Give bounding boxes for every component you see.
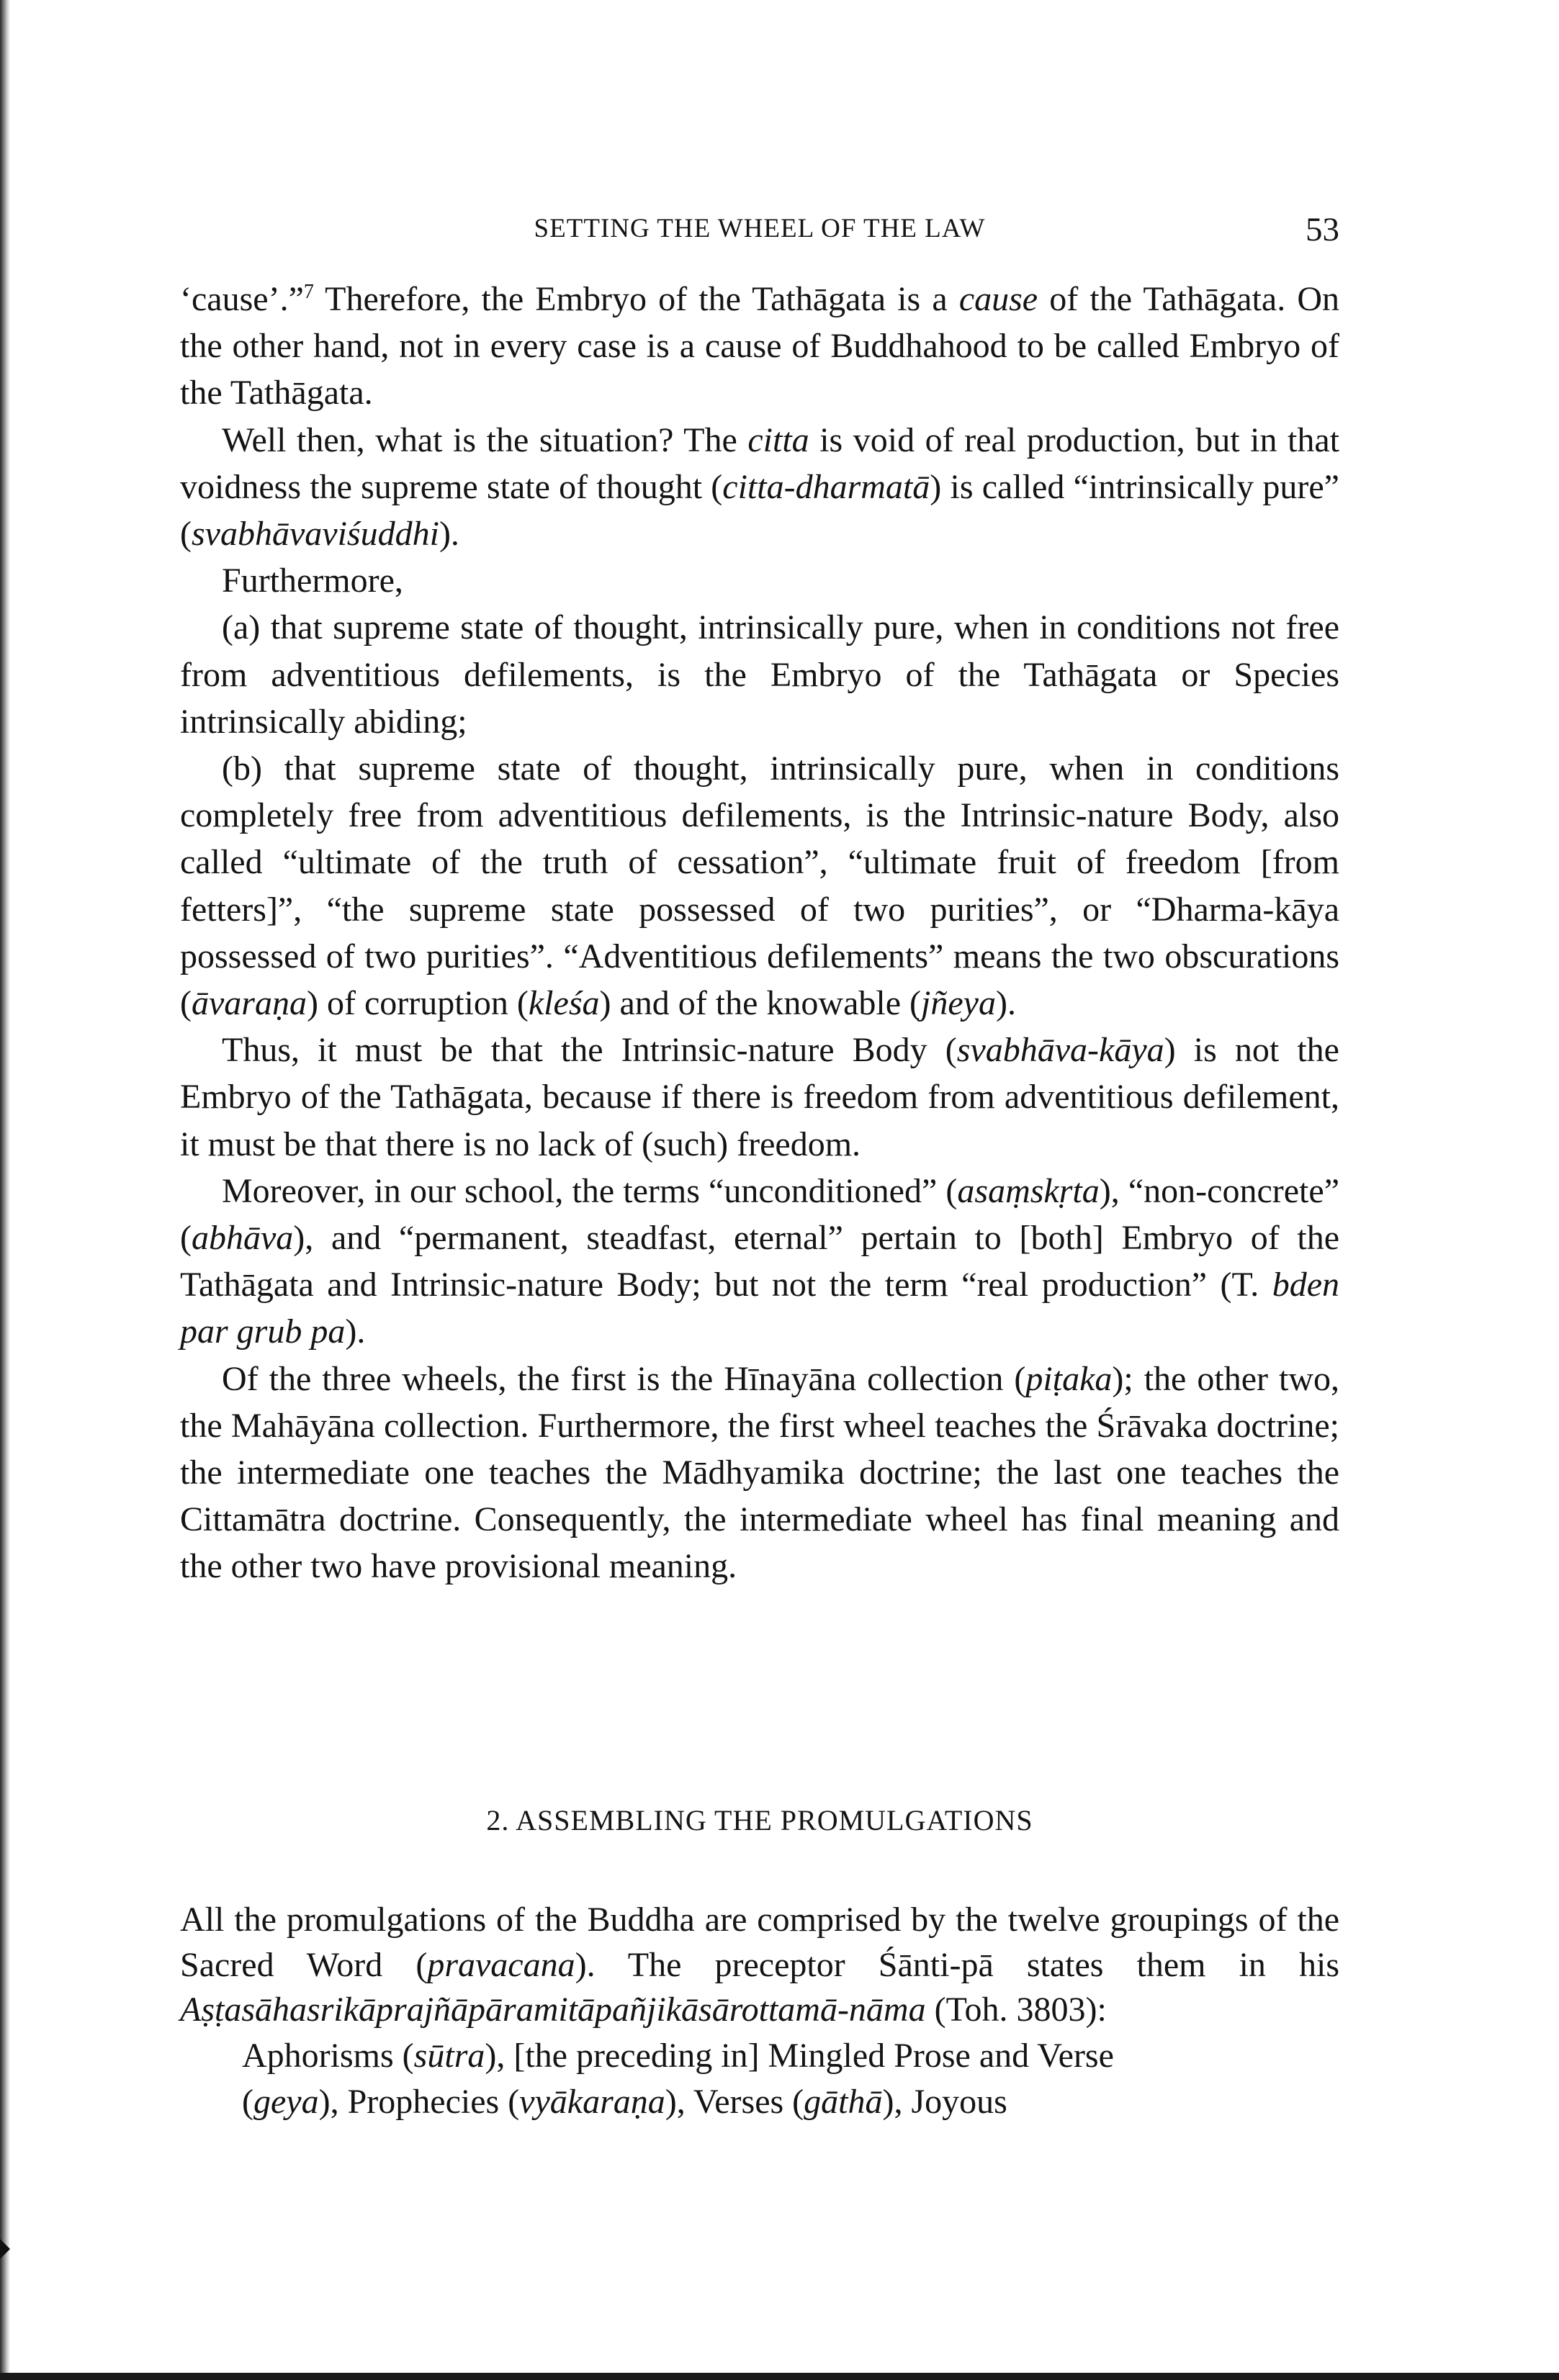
paragraph-promulgations: All the promulgations of the Buddha are comprised by the twelve groupings of the Sacred Word (pravacana). The preceptor Śānti-pā states them in his Aṣṭasāhasrikāprajñāpāramitāpañjikāsārottamā-nāma (Toh. 3803): bbox=[180, 1901, 1340, 2029]
section-text bbox=[180, 1898, 1339, 2125]
paragraph-furthermore: Furthermore, bbox=[222, 562, 403, 600]
running-head bbox=[180, 210, 1339, 251]
paragraph-moreover: Moreover, in our school, the terms “unconditioned” (asaṃskṛta), “non-concrete” (abhāva), and “permanent, steadfast, eternal” pertain to [both] Embryo of the Tathāgata and Intrinsic-nature Body; but not the term “real production” (T. bden par grub pa). bbox=[180, 1171, 1339, 1351]
paragraph-situation: Well then, what is the situation? The citta is void of real production, but in that voidness the supreme state of thought (citta-dharmatā) is called “intrinsically pure” (svabhāvaviśuddhi). bbox=[180, 420, 1339, 554]
paragraph-item-a: (a) that supreme state of thought, intrinsically pure, when in conditions not free from adventitious defilements, is the Embryo of the Tathāgata or Species intrinsically abiding; bbox=[180, 608, 1339, 741]
paragraph-cause: ‘cause’.”$^7$ Therefore, the Embryo of the Tathāgata is a cause of the Tathāgata. On the other hand, not in every case is a cause of Buddhahood to be called Embryo of the Tathāgata. bbox=[180, 280, 1340, 413]
block-quote bbox=[180, 2033, 1339, 2125]
section-heading: 2. ASSEMBLING THE PROMULGATIONS bbox=[486, 1804, 1033, 1836]
page-binding-edge bbox=[0, 0, 10, 2380]
quote-line: (geya), Prophecies (vyākaraṇa), Verses (gāthā), Joyous bbox=[242, 2082, 1007, 2121]
page-bottom-edge bbox=[0, 2373, 1559, 2380]
main-text bbox=[180, 269, 1339, 1590]
paragraph-thus: Thus, it must be that the Intrinsic-nature Body (svabhāva-kāya) is not the Embryo of the Tathāgata, because if there is freedom from adventitious defilement, it must be that there is no lack of (such) freedom. bbox=[180, 1031, 1339, 1163]
running-title: SETTING THE WHEEL OF THE LAW bbox=[534, 214, 986, 243]
paragraph-three-wheels: Of the three wheels, the first is the Hīnayāna collection (piṭaka); the other two, the Mahāyāna collection. Furthermore, the first wheel teaches the Śrāvaka doctrine; the intermediate one teaches the Mādhyamika doctrine; the last one teaches the Cittamātra doctrine. Consequently, the intermediate wheel has final meaning and the other two have provisional meaning. bbox=[180, 1359, 1339, 1586]
quote-line: Aphorisms (sūtra), [the preceding in] Mingled Prose and Verse bbox=[242, 2036, 1114, 2075]
paragraph-item-b: (b) that supreme state of thought, intrinsically pure, when in conditions completely free from adventitious defilements, is the Intrinsic-nature Body, also called “ultimate of the truth of cessation”, “ultimate fruit of freedom [from fetters]”, “the supreme state possessed of two purities”, or “Dharma-kāya possessed of two purities”. “Adventitious defilements” means the two obscurations (āvaraṇa) of corruption (kleśa) and of the knowable (jñeya). bbox=[180, 749, 1339, 1023]
edge-marker bbox=[0, 2239, 10, 2259]
footnote-marker: 7 bbox=[303, 281, 314, 303]
page-number: 53 bbox=[1306, 211, 1339, 248]
cited-title: Aṣṭasāhasrikāprajñāpāramitāpañjikāsārottamā-nāma bbox=[180, 1991, 926, 2029]
